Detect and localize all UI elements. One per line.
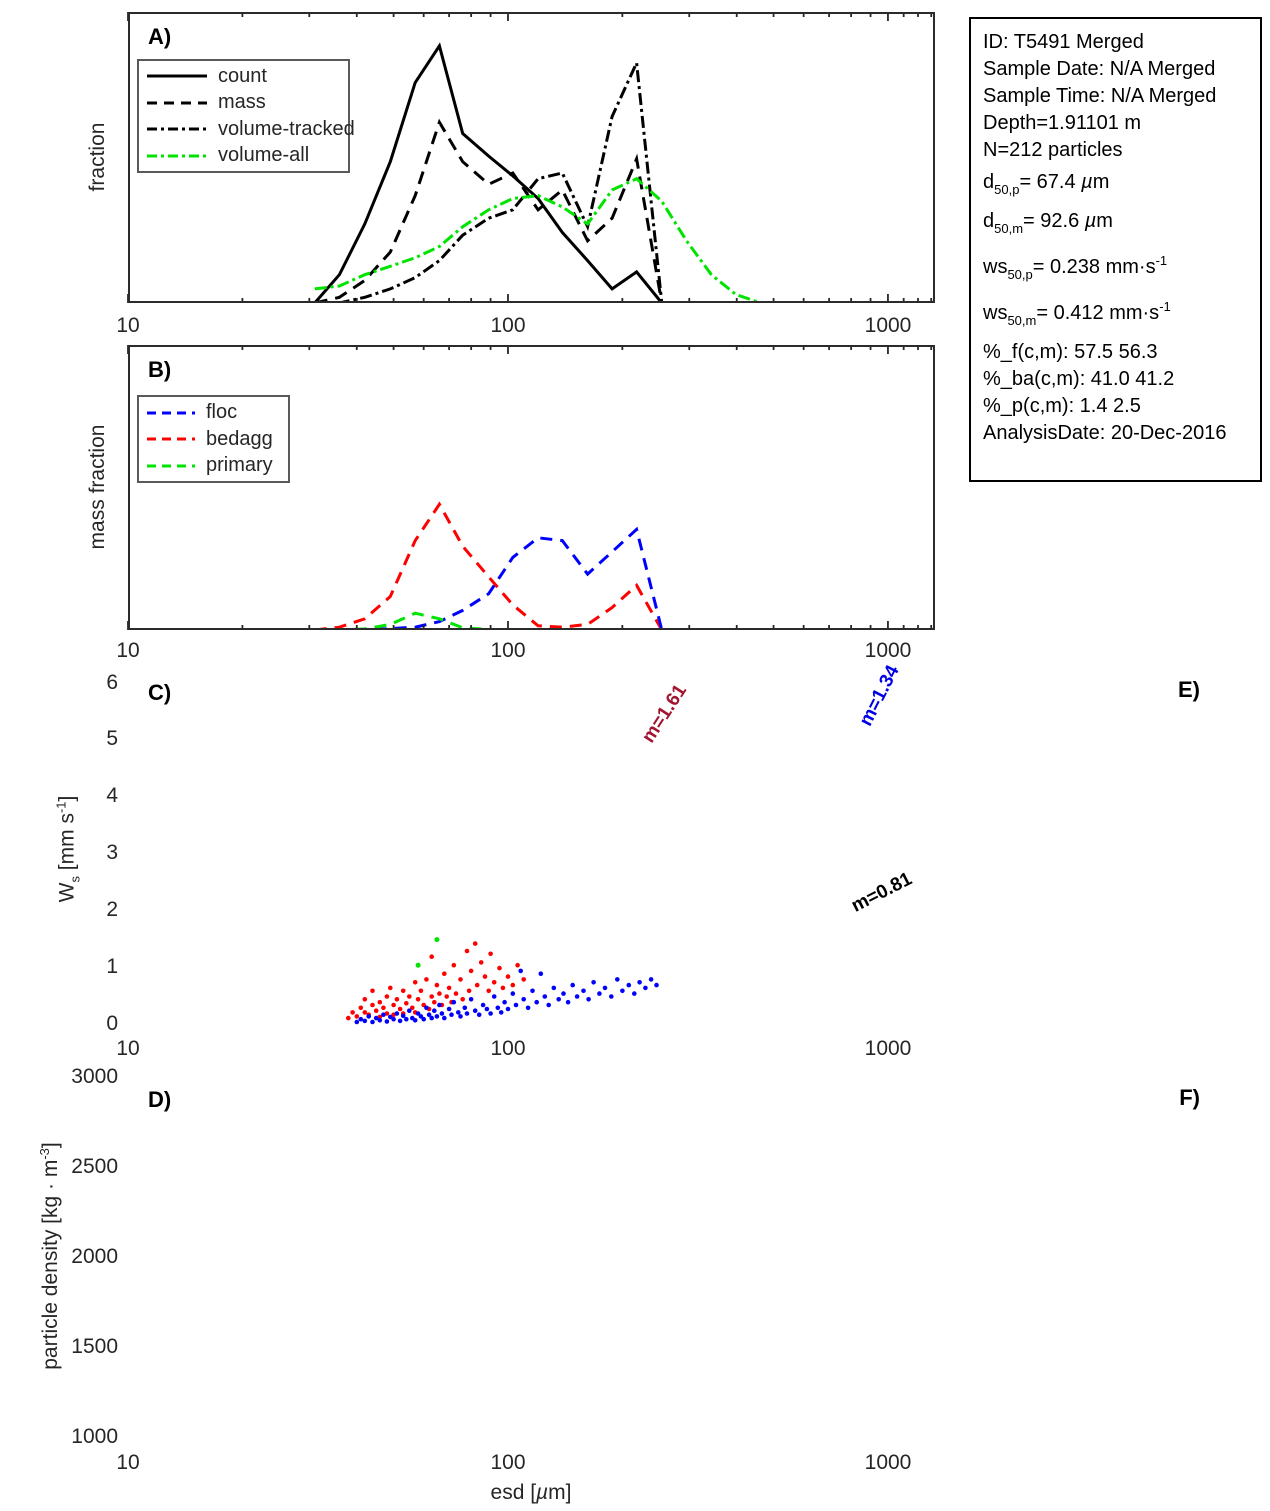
info-line: Sample Date: N/A Merged [983,58,1216,80]
ws-dots-floc [485,1007,490,1012]
ws-dots-floc [546,1003,551,1008]
ws-dots-floc [566,1000,571,1005]
ws-dots-bedagg [435,983,440,988]
x-tick-label: 10 [116,314,140,337]
ws-dots-floc [534,1000,539,1005]
legend-item-primary [145,453,282,479]
legend-item-count [145,63,342,89]
ws-dots-floc [355,1020,360,1025]
ws-dots-floc [649,977,654,982]
ws-dots-bedagg [458,977,463,982]
ws-dots-bedagg [479,960,484,965]
ws-dots-floc [586,997,591,1002]
y-tick-label: 3000 [71,1065,118,1088]
ws-dots-bedagg [407,994,412,999]
ws-dots-floc [552,986,557,991]
ws-dots-bedagg [447,986,452,991]
info-line: %_f(c,m): 57.5 56.3 [983,341,1158,363]
x-tick-label: 100 [490,1037,526,1060]
ws-dots-floc [518,969,523,974]
y-tick-label: 0 [106,1012,118,1035]
ws-dots-floc [421,1017,426,1022]
ws-dots-floc [442,1016,447,1021]
ws-dots-floc [632,991,637,996]
bedagg-line-swatch [145,429,197,449]
ws-dots-floc [561,991,566,996]
ws-dots-bedagg [454,991,459,996]
y-tick-label: 4 [106,784,118,807]
volume-all-line-swatch [145,146,209,166]
x-tick-label: 1000 [864,1451,912,1474]
ws-dots-bedagg [442,971,447,976]
ws-dots-bedagg [488,952,493,957]
legend-label: volume-tracked [218,117,355,140]
x-tick-label: 100 [490,314,526,337]
primary [315,613,934,630]
ws-dots-bedagg [511,983,516,988]
panel-f-letter: F) [1179,1085,1200,1110]
legend-item-mass [145,90,342,116]
ws-dots-floc [506,1007,511,1012]
ws-dots-floc [591,980,596,985]
legend-item-bedagg [145,426,282,452]
ws-dots-floc [543,994,548,999]
legend-label: mass [218,91,266,114]
ws-dots-bedagg [452,963,457,968]
ws-dots-bedagg [370,1003,375,1008]
panel-frame [129,346,934,629]
ws-dots-bedagg [473,941,478,946]
fit-label-all: m=0.81 [848,868,916,917]
ws-dots-floc [526,1006,531,1011]
ws-dots-floc [391,1017,396,1022]
ws-dots-floc [401,1014,406,1019]
ws-dots-bedagg [355,1014,360,1019]
ws-dots-bedagg [363,1010,368,1015]
info-box [969,17,1262,482]
y-tick-label: 6 [106,671,118,694]
volume-tracked [315,63,934,303]
ws-dots-bedagg [432,1000,437,1005]
ws-dots-floc [521,997,526,1002]
mass [315,122,934,303]
ws-dots-bedagg [424,977,429,982]
panel-a-letter: A) [148,24,172,49]
ws-dots-bedagg [469,969,474,974]
ws-dots-floc [473,1008,478,1013]
bedagg [315,504,934,630]
volume-tracked-line-swatch [145,119,209,139]
axis-ticks [128,345,931,630]
x-tick-label: 1000 [864,639,912,662]
info-line: $d_{50,m}= 92.6$ µm [983,210,1113,236]
ws-dots-floc [581,989,586,994]
ws-dots-floc [627,983,632,988]
ws-dots-floc [615,977,620,982]
ws-dots-bedagg [395,997,400,1002]
y-tick-label: 2 [106,898,118,921]
volume-all [315,179,934,303]
legend-label: primary [206,454,273,476]
ws-dots-bedagg [346,1016,351,1021]
ws-dots-floc [363,1019,368,1024]
ws-dots-floc [413,1018,418,1023]
ws-dots-floc [404,1017,409,1022]
ws-dots-floc [469,997,474,1002]
x-tick-label: 10 [116,639,140,662]
ws-dots-bedagg [404,1001,409,1006]
info-line: %_p(c,m): 1.4 2.5 [983,395,1141,417]
ws-dots-bedagg [467,989,472,994]
ws-dots-floc [575,994,580,999]
x-tick-label: 1000 [864,1037,912,1060]
count [315,46,934,303]
x-tick-label: 10 [116,1037,140,1060]
primary-line-swatch [145,456,197,476]
ws-dots-floc [603,986,608,991]
ws-dots-floc [643,986,648,991]
ws-dots-floc [637,980,642,985]
ws-dots-floc [556,997,561,1002]
ws-dots-floc [496,1006,501,1011]
ws-dots-floc [465,1011,470,1016]
panel-b-plot [128,345,935,630]
ws-dots-bedagg [416,997,421,1002]
ws-dots-bedagg [492,980,497,985]
ws-dots-floc [609,994,614,999]
ws-dots-floc [502,1000,507,1005]
ws-dots-floc [435,1014,440,1019]
ws-dots-floc [378,1018,383,1023]
mass-line-swatch [145,93,209,113]
ws-dots-floc [488,1011,493,1016]
legend-panel-b [137,395,290,483]
ws-dots-floc [456,1010,461,1015]
ws-dots-floc [463,1006,468,1011]
ws-dots-bedagg [370,989,375,994]
ws-dots-floc [395,1011,400,1016]
ws-dots-floc [407,1008,412,1013]
ws-dots-floc [424,1006,429,1011]
ws-dots-bedagg [475,983,480,988]
y-tick-label: 2500 [71,1155,118,1178]
ws-dots-bedagg [359,1006,364,1011]
ws-dots-floc [398,1019,403,1024]
y-tick-label: 5 [106,727,118,750]
ws-dots-bedagg [385,994,390,999]
ws-dots-floc [429,1016,434,1021]
ws-dots-primary [416,963,421,968]
legend-label: volume-all [218,144,310,167]
floc-line-swatch [145,403,197,423]
legend-item-volume-all [145,143,342,169]
ws-dots-floc [437,1003,442,1008]
ws-dots-floc [370,1020,375,1025]
ws-dots-floc [440,1011,445,1016]
ws-dots-bedagg [388,986,393,991]
x-tick-label: 1000 [864,314,912,337]
ws-dots-bedagg [363,997,368,1002]
ws-dots-floc [477,1012,482,1017]
c-y-axis-label: $W_s$ [mm $s^{-1}$] [53,795,83,903]
y-tick-label: 1000 [71,1425,118,1448]
fit-label-bedagg: m=1.61 [638,680,692,747]
ws-dots-floc [530,989,535,994]
ws-dots-floc [492,994,497,999]
legend-item-floc [145,400,282,426]
ws-dots-bedagg [437,991,442,996]
ws-dots-floc [447,1007,452,1012]
ws-dots-bedagg [460,997,465,1002]
count-line-swatch [145,66,209,86]
floc [315,529,934,630]
ws-dots-bedagg [419,989,424,994]
panel-b-letter: B) [148,357,172,382]
y-tick-label: 2000 [71,1245,118,1268]
y-tick-label: 1 [106,955,118,978]
fit-label-floc: m=1.34 [855,662,904,730]
ws-dots-floc [514,1003,519,1008]
ws-dots-floc [449,1012,454,1017]
info-line: Depth=1.91101 m [983,112,1142,134]
ws-dots-floc [654,983,659,988]
ws-dots-floc [385,1019,390,1024]
ws-dots-bedagg [378,1000,383,1005]
legend-label: floc [206,401,238,423]
b-y-axis-label: mass fraction [86,424,109,550]
ws-dots-floc [511,991,516,996]
ws-dots-floc [499,1010,504,1015]
ws-dots-bedagg [401,989,406,994]
panel-c-plot [128,668,935,1030]
panel-e-letter: E) [1178,677,1200,702]
ws-dots-floc [481,1003,486,1008]
ws-dots-bedagg [506,974,511,979]
ws-dots-bedagg [497,966,502,971]
ws-dots-floc [597,991,602,996]
y-tick-label: 3 [106,841,118,864]
ws-dots-floc [539,971,544,976]
y-tick-label: 1500 [71,1335,118,1358]
ws-dots-floc [366,1014,371,1019]
info-line: AnalysisDate: 20-Dec-2016 [983,422,1227,444]
x-tick-label: 10 [116,1451,140,1474]
ws-dots-bedagg [483,974,488,979]
x-axis-label: esd [µm] [490,1481,572,1504]
ws-dots-floc [359,1017,364,1022]
ws-dots-primary [434,937,439,942]
ws-dots-floc [452,1000,457,1005]
info-line: $d_{50,p}= 67.4$ µm [983,171,1110,197]
legend-label: count [218,64,267,87]
info-line: N=212 particles [983,139,1123,161]
ws-dots-bedagg [381,1006,386,1011]
a-y-axis-label: fraction [86,122,109,192]
x-tick-label: 100 [490,639,526,662]
ws-dots-floc [570,983,575,988]
ws-dots-bedagg [429,954,434,959]
ws-dots-bedagg [429,994,434,999]
info-line: %_ba(c,m): 41.0 41.2 [983,368,1175,390]
info-line: $ws_{50,m}= 0.412$ $mm\cdot s^{-1}$ [983,299,1171,328]
x-tick-label: 100 [490,1451,526,1474]
ws-dots-bedagg [521,977,526,982]
ws-dots-bedagg [444,994,449,999]
ws-dots-bedagg [465,949,470,954]
ws-dots-bedagg [501,986,506,991]
ws-dots-bedagg [486,989,491,994]
legend-item-volume-tracked [145,116,355,142]
legend-label: bedagg [206,427,273,450]
legend-panel-a [137,59,355,173]
ws-dots-bedagg [391,1003,396,1008]
ws-dots-floc [620,989,625,994]
d-y-axis-label: particle density $[kg \cdot m^{-3}]$ [37,1142,62,1370]
ws-dots-bedagg [374,1008,379,1013]
panel-d-letter: D) [148,1087,172,1112]
info-line: ID: T5491 Merged [983,31,1144,53]
ws-dots-floc [432,1008,437,1013]
ws-dots-bedagg [350,1010,355,1015]
ws-dots-bedagg [398,1007,403,1012]
ws-dots-floc [381,1012,386,1017]
ws-dots-bedagg [515,963,520,968]
ws-dots-floc [458,1014,463,1019]
ws-dots-bedagg [413,980,418,985]
info-line: $ws_{50,p}= 0.238$ $mm\cdot s^{-1}$ [983,253,1168,282]
panel-c-letter: C) [148,680,172,705]
info-line: Sample Time: N/A Merged [983,85,1217,107]
